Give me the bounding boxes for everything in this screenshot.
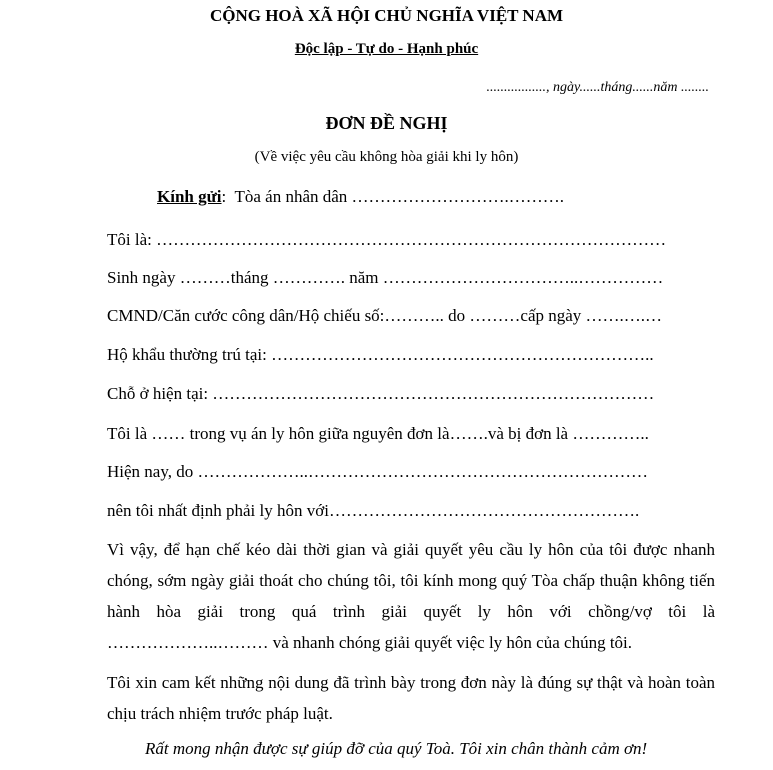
commitment-paragraph: Tôi xin cam kết những nội dung đã trình bày trong đơn này là đúng sự thật và hoàn toàn chịu trách nhiệm trước pháp luật.: [107, 673, 715, 723]
recipient-colon: :: [221, 187, 227, 206]
recipient-label: Kính gửi: [157, 187, 222, 206]
field-permanent-address: Hộ khẩu thường trú tại: …………………………………………………………..: [107, 345, 654, 364]
date-line: ................., ngày......tháng......năm ........: [486, 80, 709, 95]
document-subtitle: (Về việc yêu cầu không hòa giải khi ly hôn): [254, 149, 519, 165]
nation-heading: CỘNG HOÀ XÃ HỘI CHỦ NGHĨA VIỆT NAM: [209, 6, 564, 25]
field-divorce-with: nên tôi nhất định phải ly hôn với……………………………………………….: [107, 501, 640, 520]
field-full-name: Tôi là: ………………………………………………………………………………: [107, 230, 667, 249]
field-reason: Hiện nay, do ………………..……………………………………………………: [107, 462, 648, 481]
field-id-number: CMND/Căn cước công dân/Hộ chiếu số:……….. do ………cấp ngày …….….…: [107, 306, 663, 325]
field-case-role: Tôi là …… trong vụ án ly hôn giữa nguyên đơn là…….và bị đơn là …………..: [107, 424, 649, 443]
field-current-address: Chỗ ở hiện tại: ……………………………………………………………………: [107, 384, 655, 403]
request-paragraph: Vì vậy, để hạn chế kéo dài thời gian và giải quyết yêu cầu ly hôn của tôi được nhanh chóng, sớm ngày giải thoát cho chúng tôi, tôi kính mong quý Tòa chấp thuận không tiến hành hòa giải trong quá trình giải quyết ly hôn với chồng/vợ tôi là ………………..……… và nhanh chóng giải quyết việc ly hôn của chúng tôi.: [107, 540, 715, 652]
closing-line: Rất mong nhận được sự giúp đỡ của quý Toà. Tôi xin chân thành cảm ơn!: [145, 739, 648, 758]
recipient-line: [157, 187, 564, 207]
document-title: ĐƠN ĐỀ NGHỊ: [325, 113, 448, 133]
recipient-value: Tòa án nhân dân ……………………….……….: [234, 187, 565, 206]
field-birth-date: Sinh ngày ………tháng …………. năm ……………………………..……………: [107, 268, 664, 287]
motto: Độc lập - Tự do - Hạnh phúc: [294, 41, 479, 57]
